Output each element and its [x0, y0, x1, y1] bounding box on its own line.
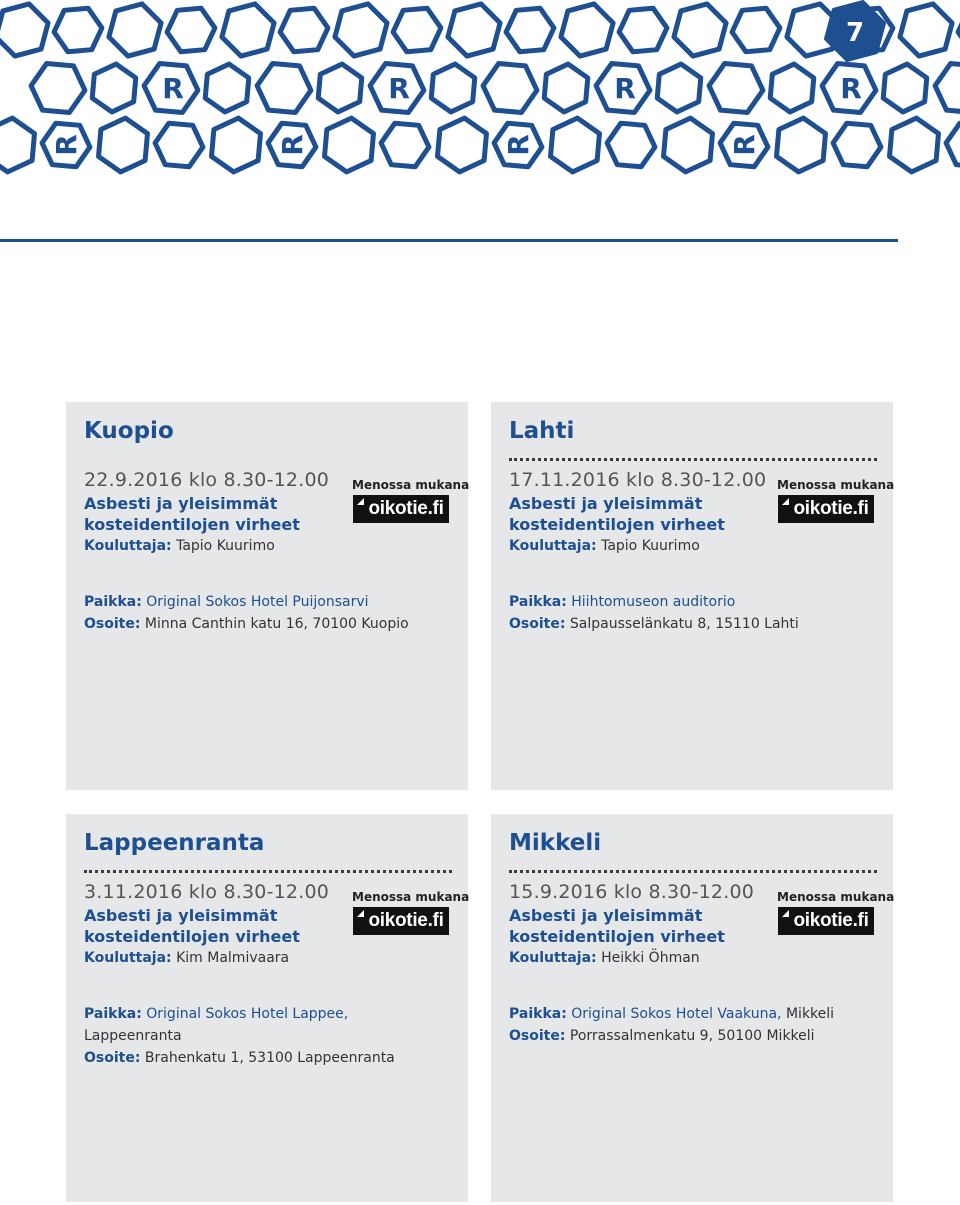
place-name: Hiihtomuseon auditorio	[571, 594, 736, 610]
event-city: Lahti	[509, 418, 575, 444]
oikotie-logo: oikotie.fi	[353, 907, 449, 935]
oikotie-logo: oikotie.fi	[778, 907, 874, 935]
place-label: Paikka:	[509, 594, 567, 610]
trainer-name: Heikki Öhman	[601, 950, 700, 966]
place-label: Paikka:	[509, 1006, 567, 1022]
event-trainer	[84, 948, 450, 969]
hexagon-shape	[277, 3, 331, 57]
dotted-divider	[509, 458, 877, 461]
pattern-letter: R	[50, 134, 83, 156]
sponsor-block	[352, 477, 470, 523]
sponsor-label: Menossa mukana	[777, 478, 895, 492]
hexagon-shape	[87, 61, 141, 115]
course-title-line1: Asbesti ja yleisimmät	[509, 906, 703, 925]
course-title-line2: kosteidentilojen virheet	[509, 515, 725, 534]
course-title-line2: kosteidentilojen virheet	[509, 927, 725, 946]
trainer-name: Kim Malmivaara	[176, 950, 290, 966]
hexagon-shape	[539, 61, 593, 115]
hexagon-shape	[477, 55, 544, 122]
hexagon-shape	[545, 115, 605, 175]
hexagon-shape	[222, 4, 274, 56]
event-trainer	[509, 536, 875, 557]
address-value: Minna Canthin katu 16, 70100 Kuopio	[144, 616, 409, 632]
event-card-lappeenranta	[66, 814, 468, 1202]
event-address	[509, 613, 875, 635]
hexagon-shape	[109, 4, 161, 56]
pattern-letter: R	[502, 134, 535, 156]
event-place	[509, 591, 875, 613]
pattern-letter: R	[388, 72, 410, 105]
hexagon-shape	[601, 115, 660, 174]
event-place	[84, 1003, 450, 1047]
hexagon-shape	[503, 3, 557, 57]
sponsor-block	[777, 477, 895, 523]
oikotie-logo: oikotie.fi	[778, 495, 874, 523]
hexagon-shape	[771, 115, 831, 175]
course-title-line2: kosteidentilojen virheet	[84, 927, 300, 946]
hexagon-shape	[955, 3, 960, 57]
hexagon-shape	[426, 61, 480, 115]
hexagon-shape	[765, 61, 819, 115]
header-hexagon-pattern	[0, 0, 960, 175]
sponsor-label: Menossa mukana	[777, 890, 895, 904]
event-trainer	[509, 948, 875, 969]
hexagon-shape	[164, 3, 218, 57]
event-city: Kuopio	[84, 418, 174, 444]
pattern-letter: R	[840, 72, 862, 105]
hexagon-shape	[25, 55, 92, 122]
event-city: Mikkeli	[509, 830, 602, 856]
trainer-name: Tapio Kuurimo	[601, 538, 700, 554]
place-name: Original Sokos Hotel Puijonsarvi	[146, 594, 369, 610]
pattern-letter: R	[276, 134, 309, 156]
trainer-name: Tapio Kuurimo	[176, 538, 275, 554]
event-trainer	[84, 536, 450, 557]
sponsor-label: Menossa mukana	[352, 478, 470, 492]
hexagon-shape	[375, 115, 434, 174]
course-title-line1: Asbesti ja yleisimmät	[509, 494, 703, 513]
dotted-divider	[84, 870, 452, 873]
event-address	[84, 613, 450, 635]
address-label: Osoite:	[84, 1050, 141, 1066]
hexagon-shape	[319, 115, 379, 175]
event-place	[84, 591, 450, 613]
place-label: Paikka:	[84, 594, 142, 610]
hexagon-pattern-graphic	[0, 0, 960, 175]
hexagon-shape	[674, 4, 726, 56]
hexagon-shape	[940, 115, 960, 174]
event-card-kuopio	[66, 402, 468, 790]
pattern-letter: R	[728, 134, 761, 156]
event-card-mikkeli	[491, 814, 893, 1202]
hexagon-shape	[149, 115, 208, 174]
hexagon-shape	[929, 55, 960, 122]
page-number: 7	[845, 18, 865, 48]
address-value: Salpausselänkatu 8, 15110 Lahti	[569, 616, 799, 632]
place-suffix: Lappeenranta	[84, 1028, 182, 1044]
place-name: Original Sokos Hotel Lappee,	[146, 1006, 349, 1022]
hexagon-shape	[390, 3, 444, 57]
place-name: Original Sokos Hotel Vaakuna,	[571, 1006, 782, 1022]
oikotie-logo: oikotie.fi	[353, 495, 449, 523]
hexagon-shape	[93, 115, 153, 175]
place-label: Paikka:	[84, 1006, 142, 1022]
place-suffix: Mikkeli	[785, 1006, 835, 1022]
hexagon-shape	[616, 3, 670, 57]
trainer-label: Kouluttaja:	[509, 538, 597, 554]
hexagon-shape	[51, 3, 105, 57]
hexagon-shape	[658, 115, 718, 175]
pattern-letter: R	[162, 72, 184, 105]
hexagon-shape	[0, 4, 48, 56]
event-location	[84, 1003, 450, 1069]
event-location	[509, 591, 875, 635]
dotted-divider	[509, 870, 877, 873]
hexagon-shape	[313, 61, 367, 115]
address-label: Osoite:	[84, 616, 141, 632]
hexagon-shape	[827, 115, 886, 174]
event-address	[84, 1047, 450, 1069]
event-date: 15.9.2016 klo 8.30-12.00	[509, 881, 755, 903]
hexagon-shape	[878, 61, 932, 115]
hexagon-shape	[703, 55, 770, 122]
hexagon-shape	[884, 115, 944, 175]
sponsor-label: Menossa mukana	[352, 890, 470, 904]
trainer-label: Kouluttaja:	[84, 950, 172, 966]
trainer-label: Kouluttaja:	[84, 538, 172, 554]
hexagon-shape	[200, 61, 254, 115]
course-title-line1: Asbesti ja yleisimmät	[84, 494, 278, 513]
trainer-label: Kouluttaja:	[509, 950, 597, 966]
address-value: Brahenkatu 1, 53100 Lappeenranta	[144, 1050, 395, 1066]
hexagon-shape	[335, 4, 387, 56]
sponsor-block	[777, 889, 895, 935]
hexagon-shape	[206, 115, 266, 175]
event-date: 3.11.2016 klo 8.30-12.00	[84, 881, 330, 903]
course-title-line2: kosteidentilojen virheet	[84, 515, 300, 534]
address-label: Osoite:	[509, 616, 566, 632]
header-divider	[0, 239, 898, 242]
event-location	[84, 591, 450, 635]
sponsor-block	[352, 889, 470, 935]
event-date: 17.11.2016 klo 8.30-12.00	[509, 469, 767, 491]
event-address	[509, 1025, 875, 1047]
hexagon-shape	[561, 4, 613, 56]
address-label: Osoite:	[509, 1028, 566, 1044]
pattern-letter: R	[614, 72, 636, 105]
hexagon-shape	[432, 115, 492, 175]
hexagon-shape	[900, 4, 952, 56]
hexagon-shape	[448, 4, 500, 56]
hexagon-shape	[729, 3, 783, 57]
hexagon-shape	[652, 61, 706, 115]
address-value: Porrassalmenkatu 9, 50100 Mikkeli	[569, 1028, 815, 1044]
hexagon-shape	[0, 115, 40, 175]
event-date: 22.9.2016 klo 8.30-12.00	[84, 469, 330, 491]
event-city: Lappeenranta	[84, 830, 265, 856]
event-location	[509, 1003, 875, 1047]
hexagon-shape	[251, 55, 318, 122]
course-title-line1: Asbesti ja yleisimmät	[84, 906, 278, 925]
event-place	[509, 1003, 875, 1025]
event-card-lahti	[491, 402, 893, 790]
